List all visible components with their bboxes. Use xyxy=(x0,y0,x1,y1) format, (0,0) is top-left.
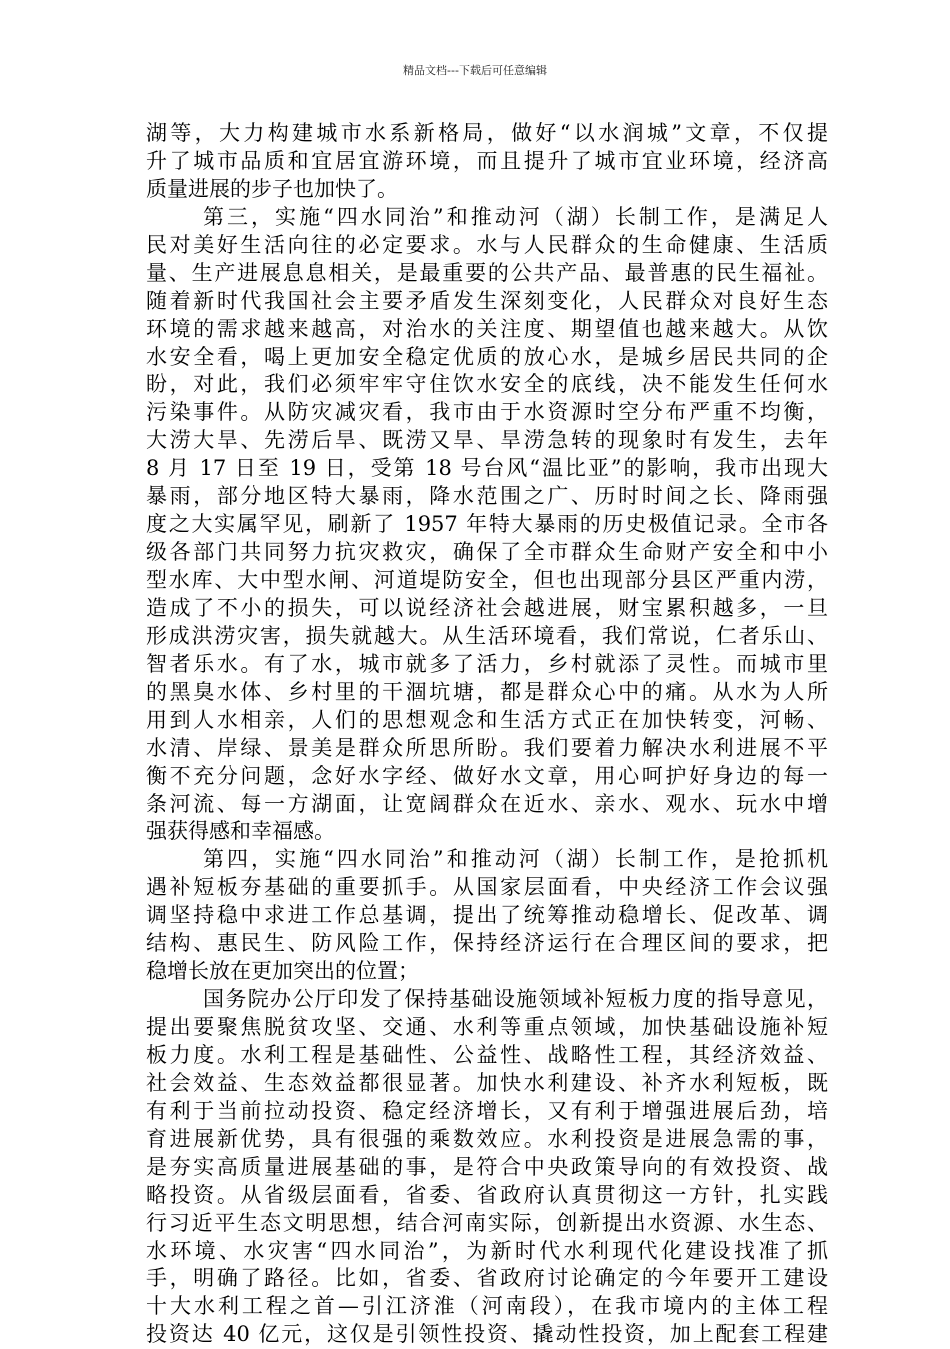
text-line: 条河流、每一方湖面，让宽阔群众在近水、亲水、观水、玩水中增 xyxy=(146,791,828,816)
text-line: 第三，实施“四水同治”和推动河（湖）长制工作，是满足人 xyxy=(203,204,828,229)
text-line: 水环境、水灾害“四水同治”，为新时代水利现代化建设找准了抓 xyxy=(146,1238,828,1263)
text-line: 板力度。水利工程是基础性、公益性、战略性工程，其经济效益、 xyxy=(146,1042,828,1067)
text-line: 质量进展的步子也加快了。 xyxy=(146,176,398,201)
text-line: 行习近平生态文明思想，结合河南实际，创新提出水资源、水生态、 xyxy=(146,1210,828,1235)
text-line: 智者乐水。有了水，城市就多了活力，乡村就添了灵性。而城市里 xyxy=(146,651,828,676)
text-line: 形成洪涝灾害，损失就越大。从生活环境看，我们常说，仁者乐山、 xyxy=(146,623,828,648)
text-line: 污染事件。从防灾减灾看，我市由于水资源时空分布严重不均衡， xyxy=(146,400,828,425)
text-line: 暴雨，部分地区特大暴雨，降水范围之广、历时时间之长、降雨强 xyxy=(146,484,828,509)
text-line: 随着新时代我国社会主要矛盾发生深刻变化，人民群众对良好生态 xyxy=(146,288,828,313)
document-body xyxy=(146,120,828,1349)
page-header: 精品文档---下载后可任意编辑 xyxy=(403,64,547,77)
text-line: 造成了不小的损失，可以说经济社会越进展，财宝累积越多，一旦 xyxy=(146,595,828,620)
text-line: 大涝大旱、先涝后旱、既涝又旱、旱涝急转的现象时有发生，去年 xyxy=(146,428,828,453)
text-line: 环境的需求越来越高，对治水的关注度、期望值也越来越大。从饮 xyxy=(146,316,828,341)
text-line: 提出要聚焦脱贫攻坚、交通、水利等重点领域，加快基础设施补短 xyxy=(146,1015,828,1039)
text-line: 是夯实高质量进展基础的事，是符合中央政策导向的有效投资、战 xyxy=(146,1154,828,1179)
text-line: 升了城市品质和宜居宜游环境，而且提升了城市宜业环境，经济高 xyxy=(146,148,828,173)
text-line: 度之大实属罕见，刷新了 1957 年特大暴雨的历史极值记录。全市各 xyxy=(146,512,828,537)
text-line: 社会效益、生态效益都很显著。加快水利建设、补齐水利短板，既 xyxy=(146,1070,828,1095)
text-line: 结构、惠民生、防风险工作，保持经济运行在合理区间的要求，把 xyxy=(146,931,828,956)
text-line: 水安全看，喝上更加安全稳定优质的放心水，是城乡居民共同的企 xyxy=(146,344,828,369)
text-line: 调坚持稳中求进工作总基调，提出了统筹推动稳增长、促改革、调 xyxy=(146,903,828,928)
text-line: 民对美好生活向往的必定要求。水与人民群众的生命健康、生活质 xyxy=(146,232,828,257)
text-line: 量、生产进展息息相关，是最重要的公共产品、最普惠的民生福祉。 xyxy=(146,260,828,285)
text-line: 第四，实施“四水同治”和推动河（湖）长制工作，是抢抓机 xyxy=(203,847,828,872)
text-line: 强获得感和幸福感。 xyxy=(146,819,335,844)
text-line: 育进展新优势，具有很强的乘数效应。水利投资是进展急需的事， xyxy=(146,1126,828,1151)
text-line: 略投资。从省级层面看，省委、省政府认真贯彻这一方针，扎实践 xyxy=(146,1182,828,1207)
text-line: 水清、岸绿、景美是群众所思所盼。我们要着力解决水利进展不平 xyxy=(146,735,828,760)
text-line: 遇补短板夯基础的重要抓手。从国家层面看，中央经济工作会议强 xyxy=(146,875,828,900)
text-line: 湖等，大力构建城市水系新格局，做好“以水润城”文章，不仅提 xyxy=(146,121,828,145)
text-line: 十大水利工程之首—引江济淮（河南段），在我市境内的主体工程 xyxy=(146,1294,828,1319)
text-line: 用到人水相亲，人们的思想观念和生活方式正在加快转变，河畅、 xyxy=(146,707,828,732)
text-line: 8 月 17 日至 19 日，受第 18 号台风“温比亚”的影响，我市出现大 xyxy=(146,456,828,481)
text-line: 稳增长放在更加突出的位置； xyxy=(146,959,419,984)
text-line: 级各部门共同努力抗灾救灾，确保了全市群众生命财产安全和中小 xyxy=(146,540,828,565)
text-line: 有利于当前拉动投资、稳定经济增长，又有利于增强进展后劲，培 xyxy=(146,1098,828,1123)
text-line: 衡不充分问题，念好水字经、做好水文章，用心呵护好身边的每一 xyxy=(146,763,828,788)
text-line: 国务院办公厅印发了保持基础设施领域补短板力度的指导意见， xyxy=(203,987,828,1012)
text-line: 盼，对此，我们必须牢牢守住饮水安全的底线，决不能发生任何水 xyxy=(146,372,828,397)
text-line: 手，明确了路径。比如，省委、省政府讨论确定的今年要开工建设 xyxy=(146,1266,828,1291)
text-line: 型水库、大中型水闸、河道堤防安全，但也出现部分县区严重内涝， xyxy=(146,568,828,592)
text-line: 的黑臭水体、乡村里的干涸坑塘，都是群众心中的痛。从水为人所 xyxy=(146,679,828,704)
text-line: 投资达 40 亿元，这仅是引领性投资、撬动性投资，加上配套工程建 xyxy=(146,1322,828,1347)
